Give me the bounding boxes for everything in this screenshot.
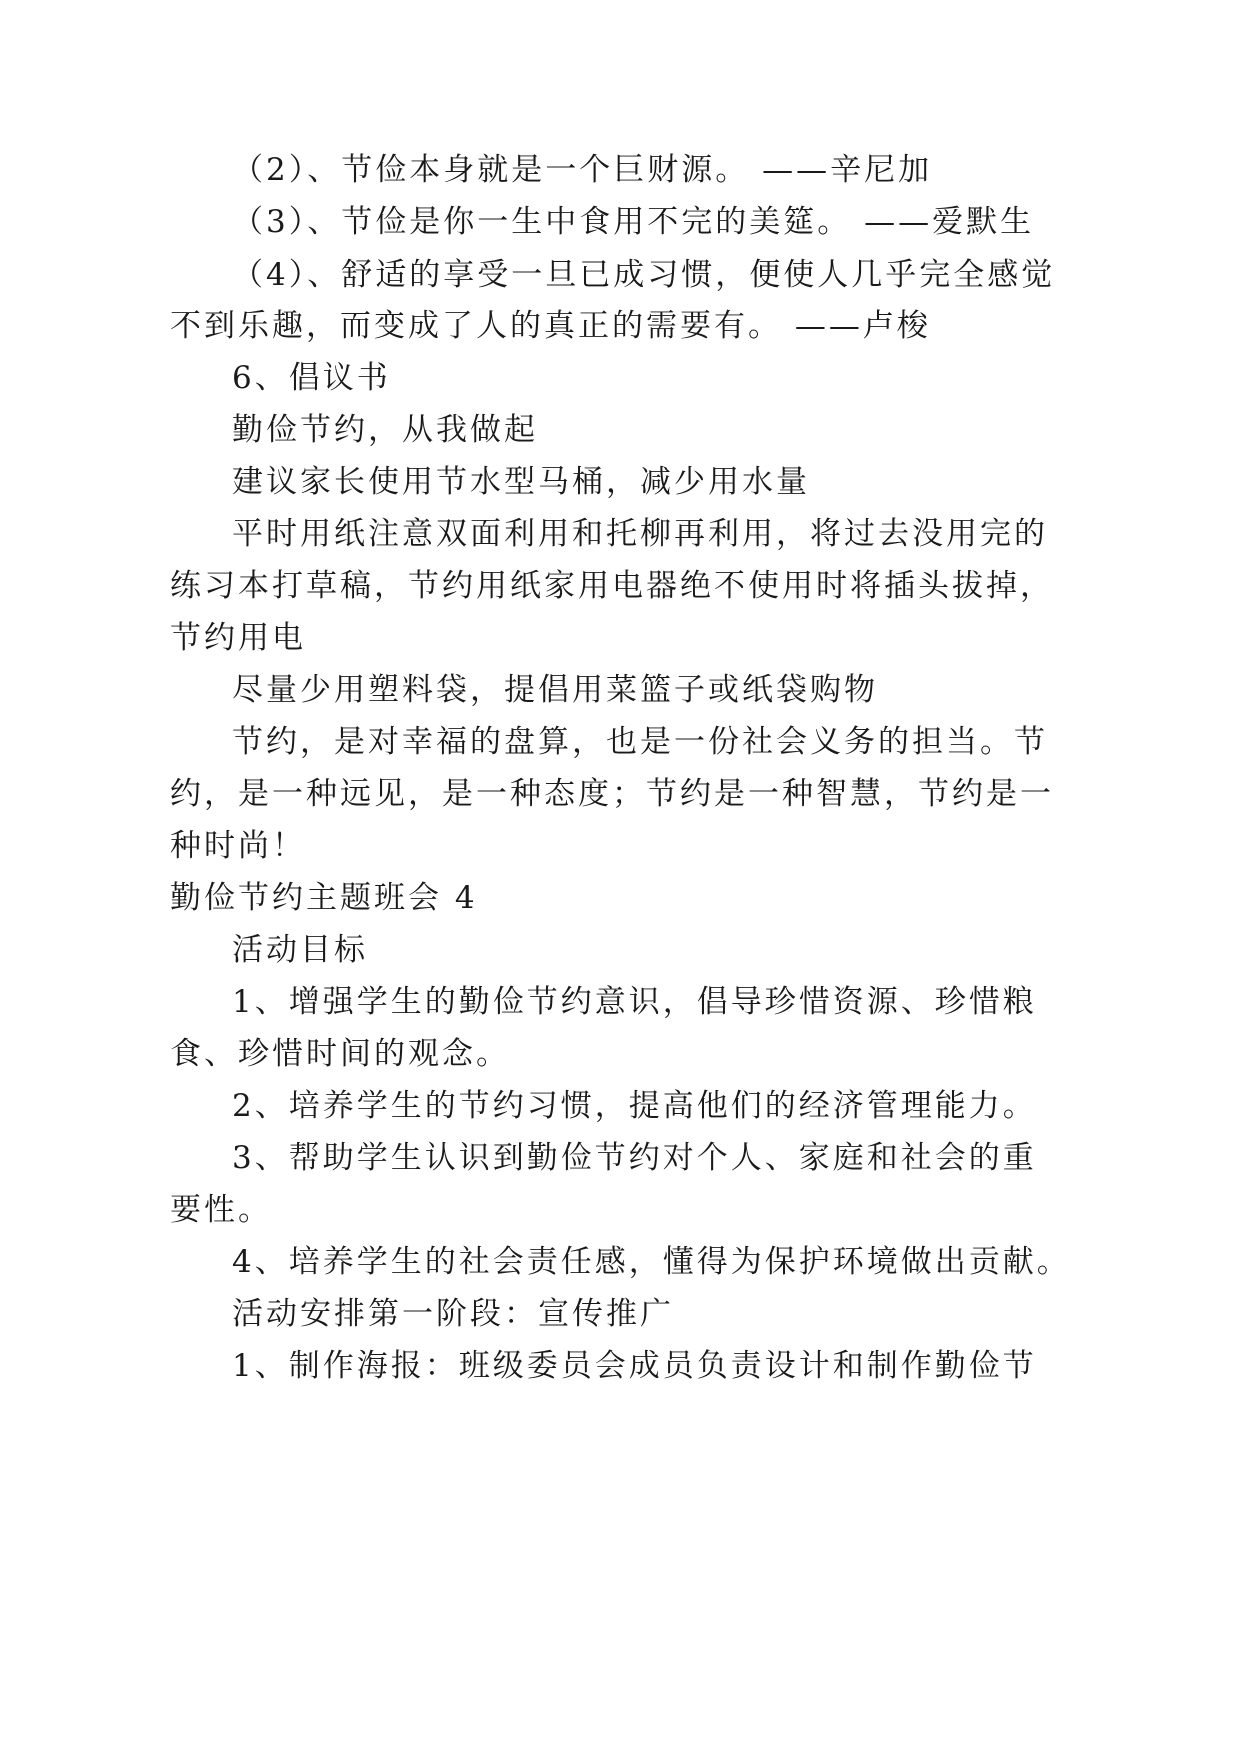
paragraph-line: 3、帮助学生认识到勤俭节约对个人、家庭和社会的重 (232, 1140, 1037, 1176)
paragraph-line: 平时用纸注意双面利用和托柳再利用，将过去没用完的 (232, 516, 1048, 552)
section-title: 勤俭节约主题班会 4 (170, 880, 478, 916)
quote-line-2: （2）、节俭本身就是一个巨财源。 ——辛尼加 (232, 152, 933, 188)
paragraph-line: 2、培养学生的节约习惯，提高他们的经济管理能力。 (232, 1088, 1037, 1124)
section-heading-proposal: 6、倡议书 (232, 360, 391, 396)
paragraph-line: 1、制作海报：班级委员会成员负责设计和制作勤俭节 (232, 1348, 1037, 1384)
quote-line-4-start: （4）、舒适的享受一旦已成习惯，便使人几乎完全感觉 (232, 257, 1056, 293)
paragraph-line: 建议家长使用节水型马桶，减少用水量 (232, 464, 810, 500)
paragraph-line: 节约用电 (170, 620, 306, 656)
paragraph-line: 练习本打草稿，节约用纸家用电器绝不使用时将插头拔掉， (170, 568, 1054, 604)
subheading-activity-goals: 活动目标 (232, 932, 368, 968)
paragraph-line: 要性。 (170, 1192, 272, 1228)
paragraph-line: 1、增强学生的勤俭节约意识，倡导珍惜资源、珍惜粮 (232, 984, 1037, 1020)
subheading-activity-plan: 活动安排第一阶段：宣传推广 (232, 1296, 674, 1332)
paragraph-line: 约，是一种远见，是一种态度；节约是一种智慧，节约是一 (170, 776, 1054, 812)
paragraph-line: 节约，是对幸福的盘算，也是一份社会义务的担当。节 (232, 724, 1048, 760)
proposal-title: 勤俭节约，从我做起 (232, 412, 538, 448)
quote-line-3: （3）、节俭是你一生中食用不完的美筵。 ——爱默生 (232, 204, 1035, 240)
quote-line-4-end: 不到乐趣，而变成了人的真正的需要有。 ——卢梭 (170, 308, 931, 344)
paragraph-line: 种时尚！ (170, 828, 306, 864)
paragraph-line: 4、培养学生的社会责任感，懂得为保护环境做出贡献。 (232, 1244, 1071, 1280)
paragraph-line: 尽量少用塑料袋，提倡用菜篮子或纸袋购物 (232, 672, 878, 708)
paragraph-line: 食、珍惜时间的观念。 (170, 1036, 510, 1072)
